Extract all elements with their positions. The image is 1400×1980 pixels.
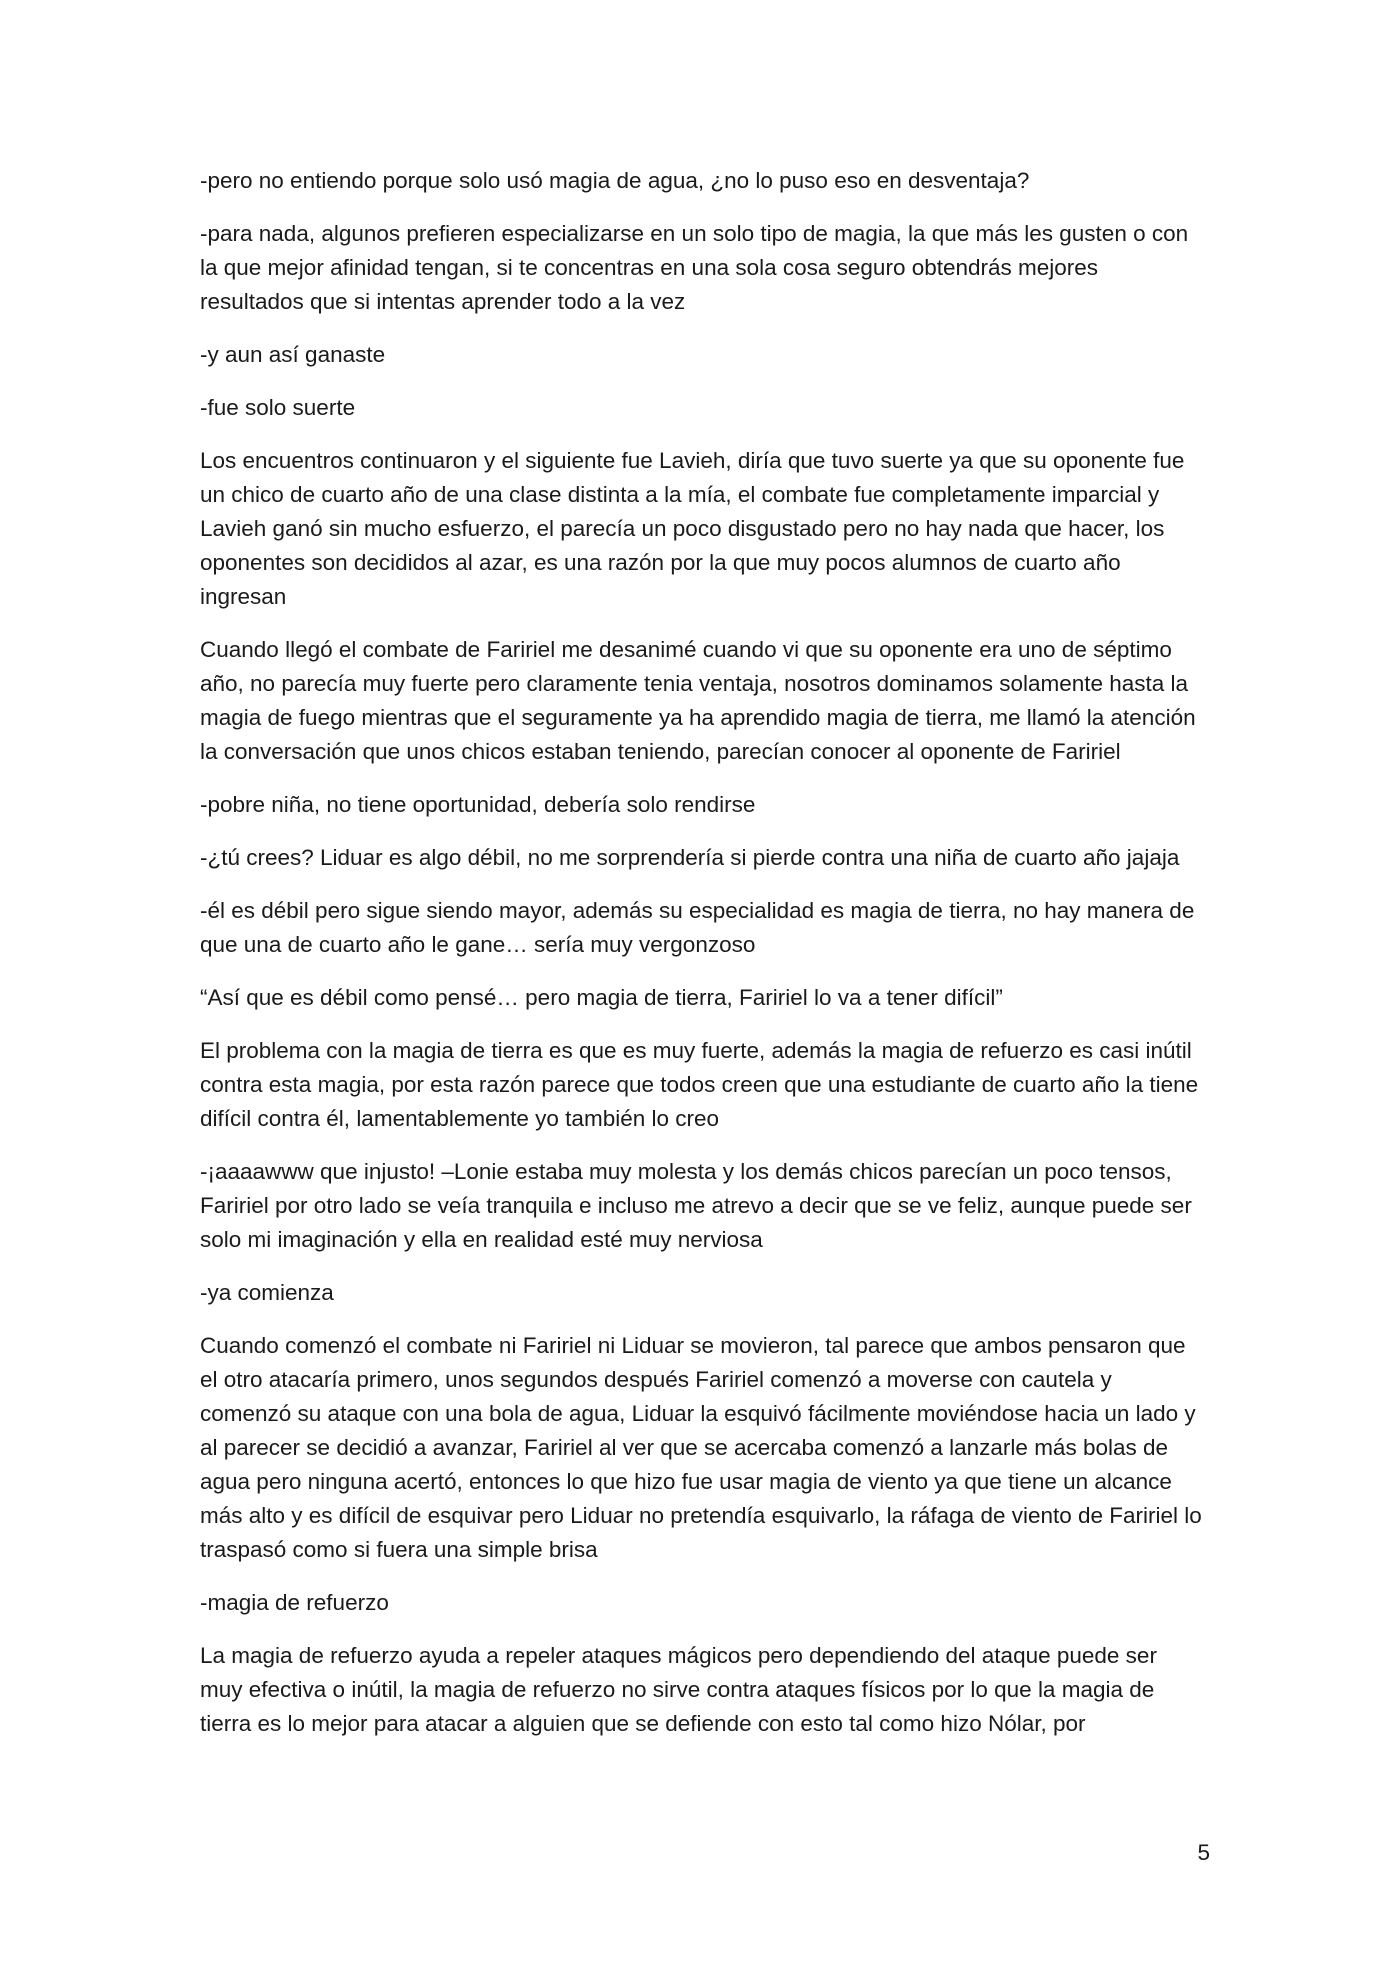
paragraph: -y aun así ganaste xyxy=(200,342,386,367)
paragraph: -para nada, algunos prefieren especializarse en un solo tipo de magia, la que más les gusten o con la que mejor afinidad tengan, si te concentras en una sola cosa seguro obtendrás mejores resultados que si intentas aprender todo a la vez xyxy=(200,221,1189,314)
paragraph: “Así que es débil como pensé… pero magia de tierra, Faririel lo va a tener difícil” xyxy=(200,985,1003,1010)
paragraph: -fue solo suerte xyxy=(200,395,356,420)
paragraph: Cuando llegó el combate de Faririel me desanimé cuando vi que su oponente era uno de séptimo año, no parecía muy fuerte pero claramente tenia ventaja, nosotros dominamos solamente hasta la magia de fuego mientras que el seguramente ya ha aprendido magia de tierra, me llamó la atención la conversación que unos chicos estaban teniendo, parecían conocer al oponente de Faririel xyxy=(200,637,1196,764)
paragraph: -pero no entiendo porque solo usó magia de agua, ¿no lo puso eso en desventaja? xyxy=(200,168,1030,193)
paragraph: -magia de refuerzo xyxy=(200,1590,389,1615)
paragraph: -¿tú crees? Liduar es algo débil, no me sorprendería si pierde contra una niña de cuarto año jajaja xyxy=(200,845,1180,870)
paragraph: -él es débil pero sigue siendo mayor, además su especialidad es magia de tierra, no hay manera de que una de cuarto año le gane… sería muy vergonzoso xyxy=(200,898,1195,957)
paragraph: -¡aaaawww que injusto! –Lonie estaba muy molesta y los demás chicos parecían un poco tensos, Faririel por otro lado se veía tranquila e incluso me atrevo a decir que se ve feliz, aunque puede ser solo mi imaginación y ella en realidad esté muy nerviosa xyxy=(200,1159,1192,1252)
page-number: 5 xyxy=(1197,1840,1210,1865)
paragraph: La magia de refuerzo ayuda a repeler ataques mágicos pero dependiendo del ataque puede ser muy efectiva o inútil, la magia de refuerzo no sirve contra ataques físicos por lo que la magia de tierra es lo mejor para atacar a alguien que se defiende con esto tal como hizo Nólar, por xyxy=(200,1643,1157,1736)
paragraph: -ya comienza xyxy=(200,1280,334,1305)
document-body xyxy=(200,164,1205,1760)
paragraph: Cuando comenzó el combate ni Faririel ni Liduar se movieron, tal parece que ambos pensaron que el otro atacaría primero, unos segundos después Faririel comenzó a moverse con cautela y comenzó su ataque con una bola de agua, Liduar la esquivó fácilmente moviéndose hacia un lado y al parecer se decidió a avanzar, Faririel al ver que se acercaba comenzó a lanzarle más bolas de agua pero ninguna acertó, entonces lo que hizo fue usar magia de viento ya que tiene un alcance más alto y es difícil de esquivar pero Liduar no pretendía esquivarlo, la ráfaga de viento de Faririel lo traspasó como si fuera una simple brisa xyxy=(200,1333,1202,1562)
paragraph: -pobre niña, no tiene oportunidad, debería solo rendirse xyxy=(200,792,756,817)
paragraph: Los encuentros continuaron y el siguiente fue Lavieh, diría que tuvo suerte ya que su oponente fue un chico de cuarto año de una clase distinta a la mía, el combate fue completamente imparcial y Lavieh ganó sin mucho esfuerzo, el parecía un poco disgustado pero no hay nada que hacer, los oponentes son decididos al azar, es una razón por la que muy pocos alumnos de cuarto año ingresan xyxy=(200,448,1185,609)
paragraph: El problema con la magia de tierra es que es muy fuerte, además la magia de refuerzo es casi inútil contra esta magia, por esta razón parece que todos creen que una estudiante de cuarto año la tiene difícil contra él, lamentablemente yo también lo creo xyxy=(200,1038,1199,1131)
